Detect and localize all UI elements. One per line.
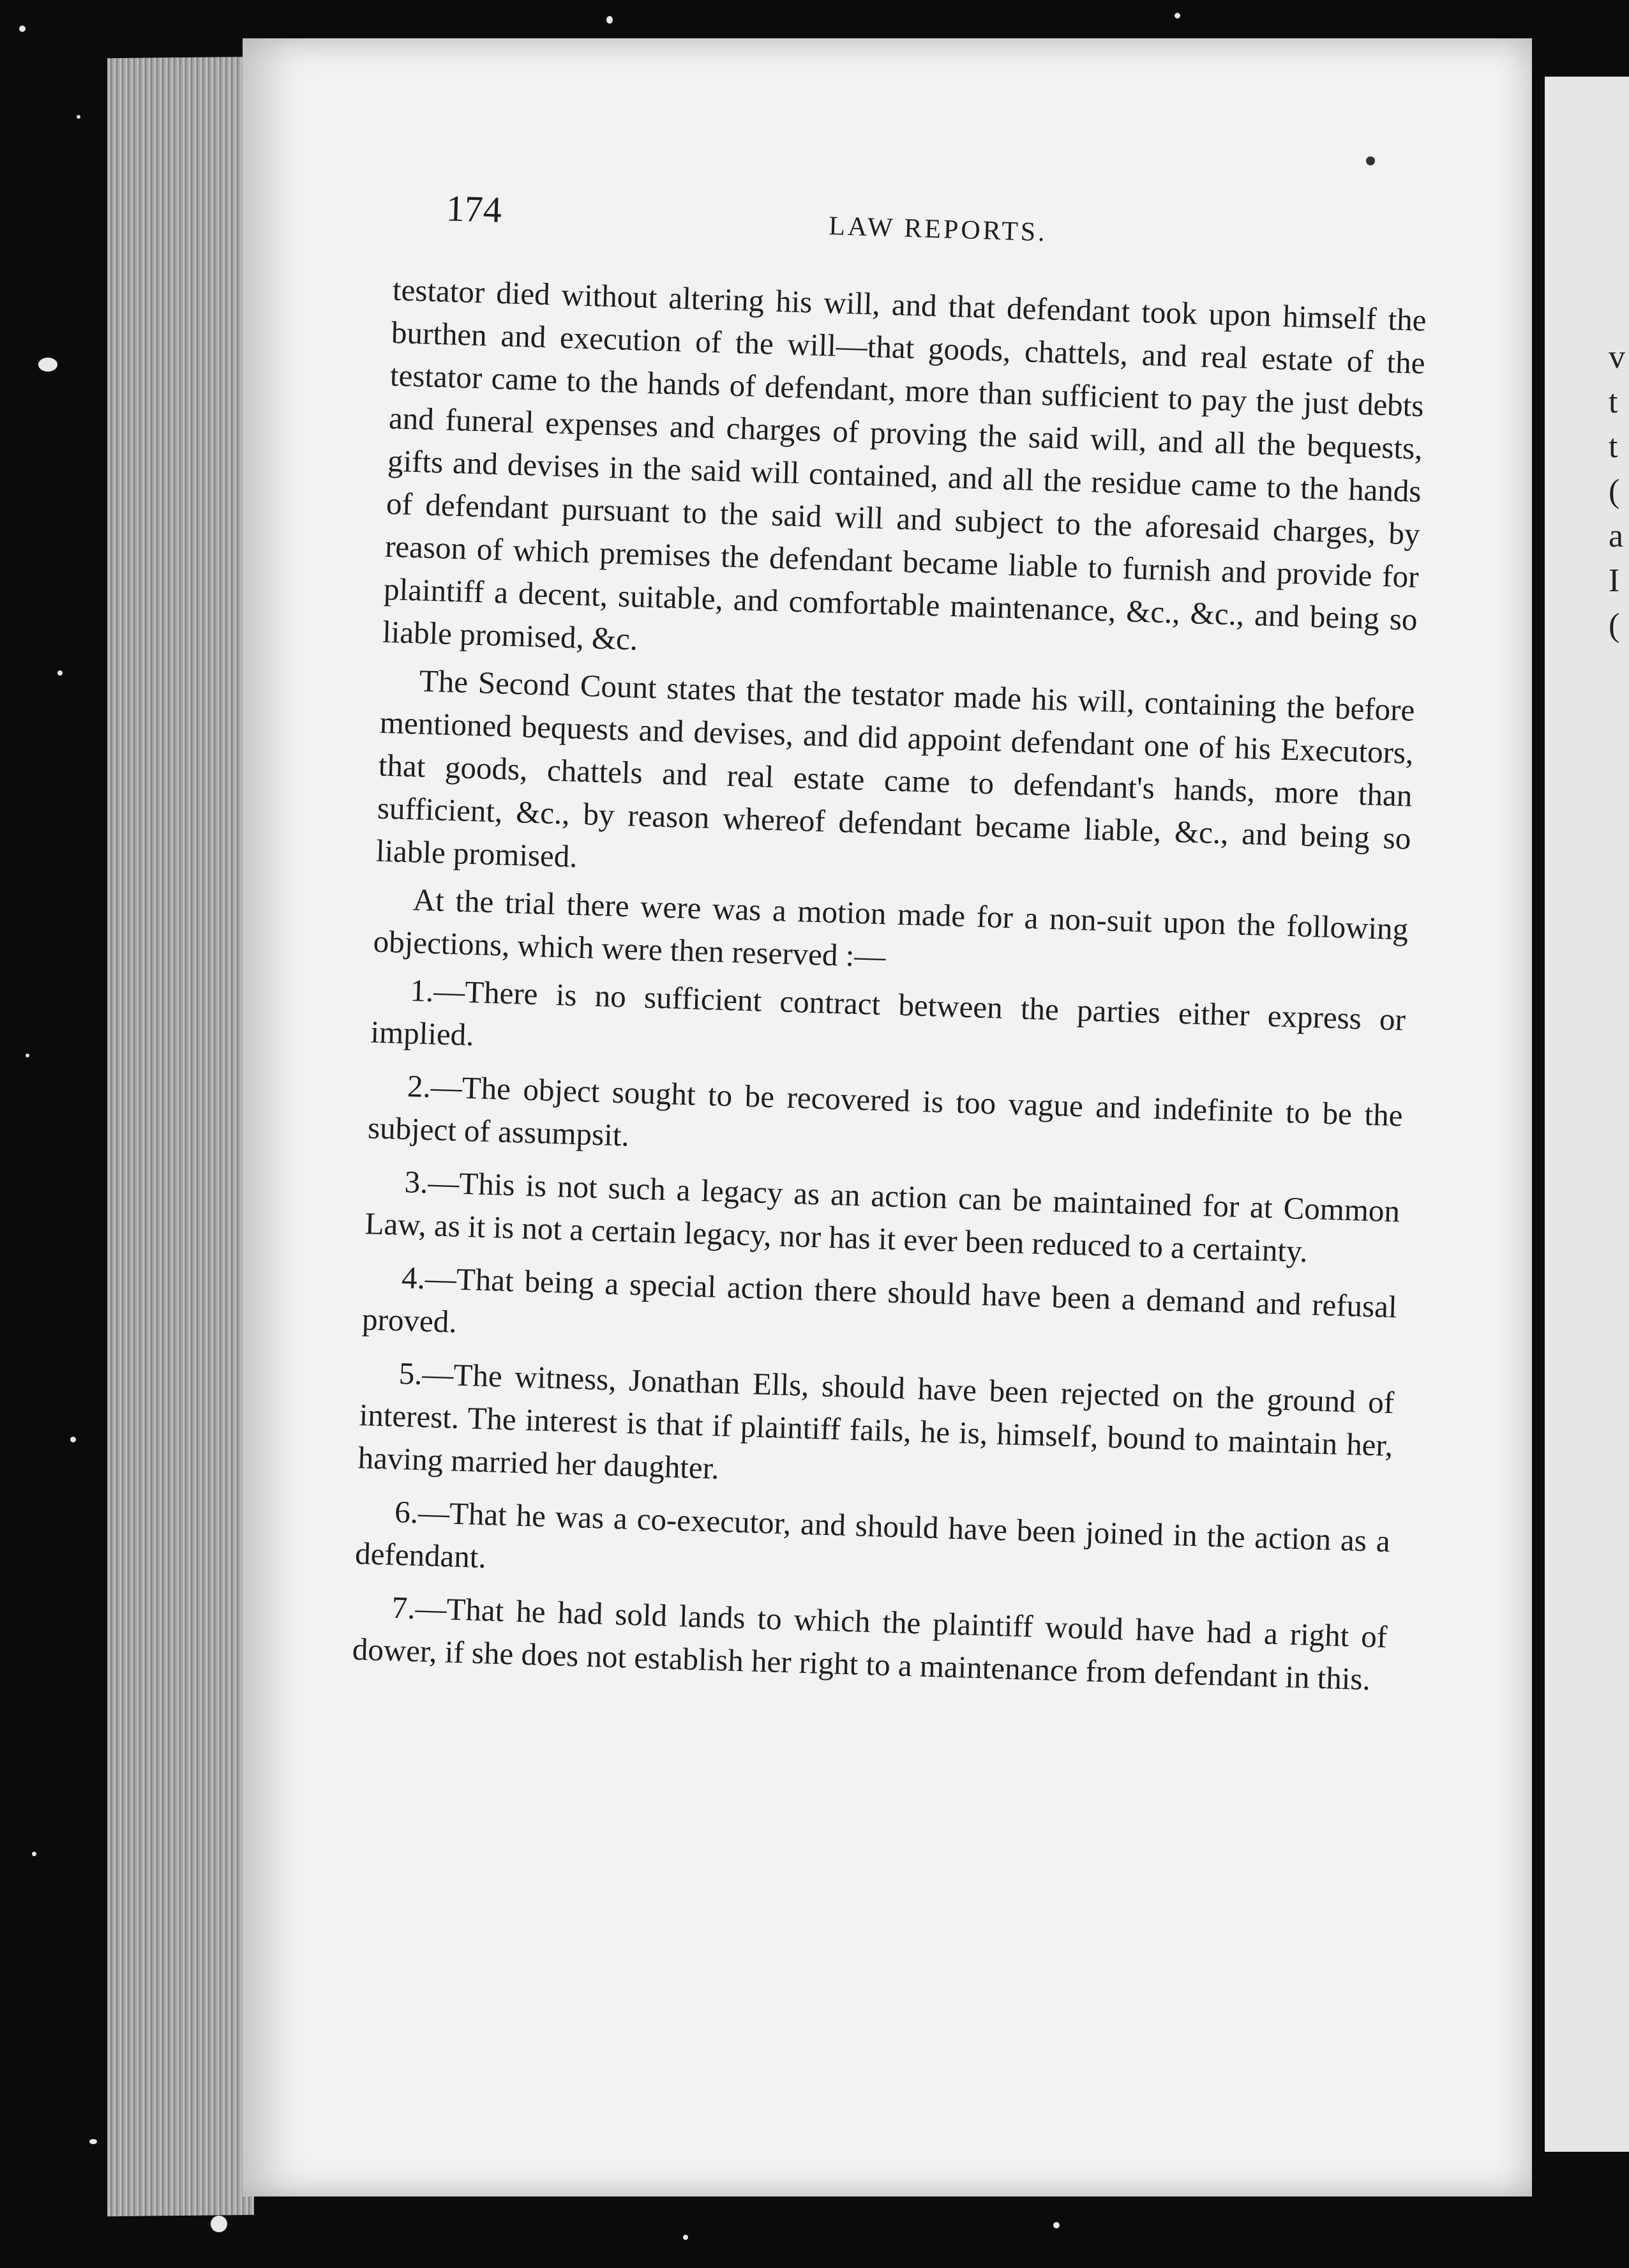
page-content	[351, 185, 1429, 1711]
facing-page-fragment: I	[1609, 563, 1620, 599]
body-paragraph: The Second Count states that the testator made his will, containing the before mentioned bequests and devises, and did appoint defendant one of his Executors, that goods, chattels and real estate came to defendant's hands, more than sufficient, &c., by reason whereof defendant became liable, &c., and being so liable promised.	[375, 663, 1416, 874]
facing-page-fragment: a	[1609, 518, 1624, 554]
objection-item: 4.—That being a special action there should have been a demand and refusal proved.	[361, 1260, 1398, 1340]
facing-page-fragment: (	[1609, 473, 1620, 510]
facing-page-fragment: v	[1609, 339, 1625, 375]
ink-dot	[1366, 156, 1375, 165]
body-paragraph: testator died without altering his will, and that defendant took upon himself the burthen and execution of the will—that goods, chattels, and real estate of the testator came to the hands of defendant, more than sufficient to pay the just debts and funeral expenses and charges of proving the said will, and all the bequests, gifts and devises in the said will contained, and all the residue came to the hands of defendant pursuant to the said will and subject to the aforesaid charges, by reason of which premises the defendant became liable to furnish and provide for plaintiff a decent, suitable, and comfortable maintenance, &c., &c., and being so liable promised, &c.	[382, 271, 1427, 657]
objection-item: 5.—The witness, Jonathan Ells, should have been rejected on the ground of interest. The interest is that if plaintiff fails, he is, himself, bound to maintain her, having married her daughter.	[357, 1355, 1395, 1486]
objection-item: 2.—The object sought to be recovered is too vague and indefinite to be the subject of assumpsit.	[367, 1068, 1404, 1153]
objection-item: 6.—That he was a co-executor, and should have been joined in the action as a defendant.	[354, 1493, 1391, 1575]
page-number: 174	[446, 187, 502, 231]
facing-page-fragment: (	[1609, 607, 1620, 644]
book-page-edges	[107, 57, 254, 2216]
objection-item: 3.—This is not such a legacy as an action can be maintained for at Common Law, as it is not a certain legacy, nor has it ever been reduced to a certainty.	[364, 1164, 1400, 1269]
facing-page-fragment: t	[1609, 428, 1618, 465]
running-head: LAW REPORTS.	[828, 211, 1048, 248]
body-paragraph: At the trial there were was a motion made for a non-suit upon the following objections, which were then reserved :—	[373, 882, 1409, 974]
facing-page-fragment: t	[1609, 384, 1618, 420]
objection-item: 1.—There is no sufficient contract between the parties either express or implied.	[370, 972, 1406, 1053]
objection-item: 7.—That he had sold lands to which the plaintiff would have had a right of dower, if she does not establish her right to a maintenance from defendant in this.	[352, 1589, 1388, 1697]
